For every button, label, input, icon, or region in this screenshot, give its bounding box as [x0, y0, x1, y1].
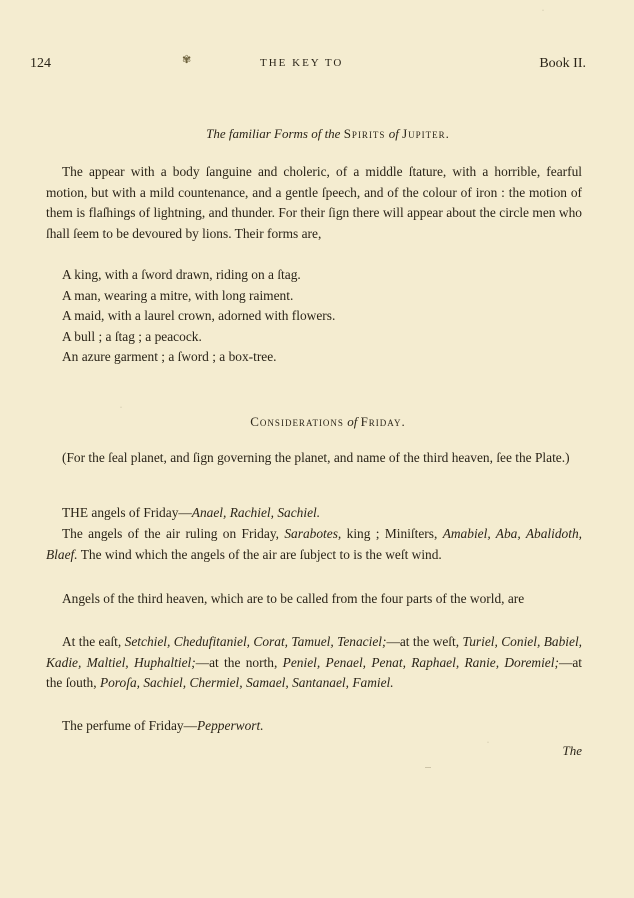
section-heading-friday — [0, 414, 634, 430]
paper-speck: · — [542, 8, 544, 14]
paper-speck: · — [120, 405, 122, 411]
north-names: Peniel, Penael, Penat, Raphael, Ranie, Doremiel; — [282, 654, 559, 670]
heading-of-2: of — [347, 414, 358, 429]
list-item: A king, with a ſword drawn, riding on a ſtag. — [62, 267, 301, 282]
paragraph-perfume — [46, 716, 582, 737]
heading-spirits: Spirits — [343, 126, 386, 141]
running-header — [30, 56, 586, 76]
air-text-c: king ; Miniſters, — [341, 526, 443, 541]
air-text-d: Amabiel, Aba, Abalidoth, Blaef. — [46, 526, 582, 562]
north-lead: —at the north, — [195, 654, 283, 670]
heading-jupiter: Jupiter. — [402, 126, 450, 141]
perfume-name: Pepperwort. — [196, 718, 264, 733]
paper-speck: · — [487, 740, 489, 746]
paragraph-third-heaven: Angels of the third heaven, which are to be called from the four parts of the world, are — [62, 591, 525, 606]
angels-names: Anael, Rachiel, Sachiel. — [191, 505, 321, 520]
paper-speck: ‐‐‐ — [425, 765, 431, 771]
paragraph-plate-note: (For the ſeal planet, and ſign governing the planet, and name of the third heaven, ſee the Plate.) — [62, 450, 570, 465]
south-lead: —at the ſouth, — [46, 654, 582, 691]
heading-friday: Friday. — [360, 414, 406, 429]
air-text-a: The angels of the air ruling on Friday, — [62, 526, 285, 541]
page-number: 124 — [30, 56, 51, 71]
forms-list — [62, 265, 335, 368]
air-text-b: Sarabotes, — [284, 526, 342, 541]
paragraph-angels-air — [46, 524, 582, 565]
heading-considerations: Considerations — [250, 414, 344, 429]
section-heading-jupiter — [0, 126, 634, 142]
west-lead: —at the weſt, — [386, 634, 463, 649]
air-text-e: The wind which the angels of the air are ſubject to is the weſt wind. — [77, 546, 442, 562]
east-lead: At the eaſt, — [62, 634, 125, 649]
catchword: The — [562, 743, 582, 758]
paragraph-angels-friday — [46, 503, 582, 524]
book-label: Book II. — [539, 56, 586, 71]
paragraph-jupiter-description: The appear with a body ſanguine and choleric, of a middle ſtature, with a horrible, fearful motion, but with a mild countenance, and a gentle ſpeech, and of the colour of iron : the motion of them is flaſhings of lightning, and thunder. For their ſign there will appear about the circle men who ſhall ſeem to be devoured by lions. Their forms are, — [46, 164, 582, 241]
west-names: Turiel, Coniel, Babiel, Kadie, Maltiel, Huphaltiel; — [46, 634, 583, 670]
list-item: A maid, with a laurel crown, adorned with flowers. — [62, 308, 336, 324]
list-item: A man, wearing a mitre, with long raiment. — [62, 287, 294, 303]
paragraph-four-parts — [46, 632, 582, 694]
perfume-lead: The perfume of Friday— — [62, 718, 197, 733]
angels-lead: THE angels of Friday— — [62, 505, 192, 520]
list-item: A bull ; a ſtag ; a peacock. — [62, 328, 202, 344]
south-names: Poroſa, Sachiel, Chermiel, Samael, Santanael, Famiel. — [99, 675, 394, 691]
list-item: An azure garment ; a ſword ; a box-tree. — [62, 349, 277, 365]
ornament-icon: ✾ — [182, 54, 192, 66]
east-names: Setchiel, Chedufitaniel, Corat, Tamuel, Tenaciel; — [124, 634, 387, 649]
heading-of: of — [388, 126, 399, 141]
running-title: THE KEY TO — [260, 57, 344, 69]
heading-italic-part: The familiar Forms of the — [206, 126, 341, 141]
